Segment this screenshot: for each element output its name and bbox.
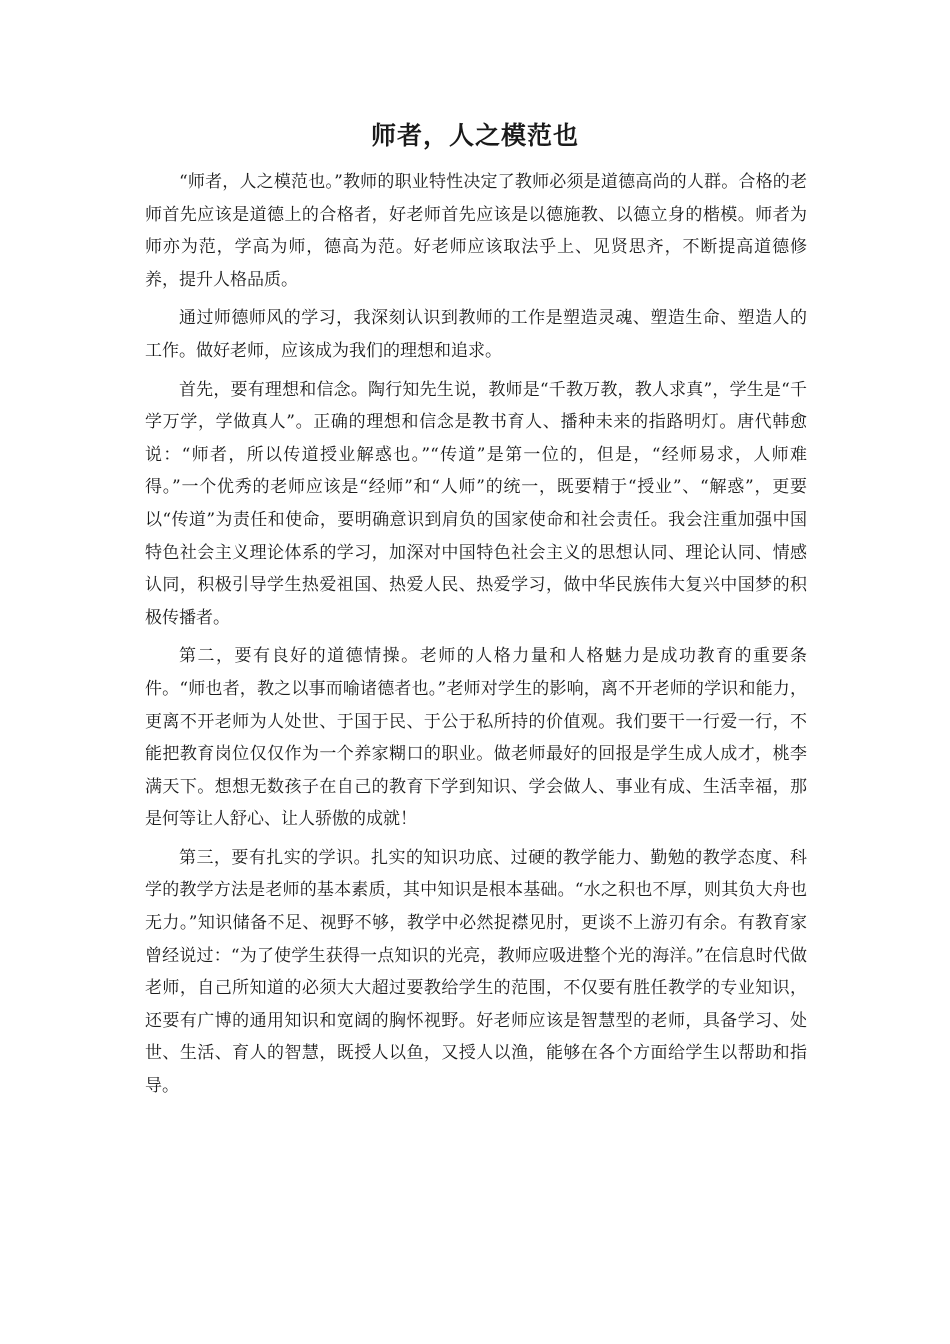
paragraph-3: 首先，要有理想和信念。陶行知先生说，教师是“千教万教，教人求真”，学生是“千学万学，学做真人”。正确的理想和信念是教书育人、播种未来的指路明灯。唐代韩愈说：“师者，所以传道授业解惑也。”“传道”是第一位的，但是，“经师易求，人师难得。”一个优秀的老师应该是“经师”和“人师”的统一，既要精于“授业”、“解惑”，更要以“传道”为责任和使命，要明确意识到肩负的国家使命和社会责任。我会注重加强中国特色社会主义理论体系的学习，加深对中国特色社会主义的思想认同、理论认同、情感认同，积极引导学生热爱祖国、热爱人民、热爱学习，做中华民族伟大复兴中国梦的积极传播者。 [145, 379, 807, 628]
paragraph-2: 通过师德师风的学习，我深刻认识到教师的工作是塑造灵魂、塑造生命、塑造人的工作。做好老师，应该成为我们的理想和追求。 [145, 308, 807, 361]
document-body [145, 166, 807, 1109]
paragraph-4: 第二，要有良好的道德情操。老师的人格力量和人格魅力是成功教育的重要条件。“师也者，教之以事而喻诸德者也。”老师对学生的影响，离不开老师的学识和能力，更离不开老师为人处世、于国于民、于公于私所持的价值观。我们要干一行爱一行，不能把教育岗位仅仅作为一个养家糊口的职业。做老师最好的回报是学生成人成才，桃李满天下。想想无数孩子在自己的教育下学到知识、学会做人、事业有成、生活幸福，那是何等让人舒心、让人骄傲的成就！ [145, 646, 807, 830]
paragraph-1: “师者，人之模范也。”教师的职业特性决定了教师必须是道德高尚的人群。合格的老师首先应该是道德上的合格者，好老师首先应该是以德施教、以德立身的楷模。师者为师亦为范，学高为师，德高为范。好老师应该取法乎上、见贤思齐，不断提高道德修养，提升人格品质。 [145, 172, 807, 290]
paragraph-5: 第三，要有扎实的学识。扎实的知识功底、过硬的教学能力、勤勉的教学态度、科学的教学方法是老师的基本素质，其中知识是根本基础。“水之积也不厚，则其负大舟也无力。”知识储备不足、视野不够，教学中必然捉襟见肘，更谈不上游刃有余。有教育家曾经说过：“为了使学生获得一点知识的光亮，教师应吸进整个光的海洋。”在信息时代做老师，自己所知道的必须大大超过要教给学生的范围，不仅要有胜任教学的专业知识，还要有广博的通用知识和宽阔的胸怀视野。好老师应该是智慧型的老师，具备学习、处世、生活、育人的智慧，既授人以鱼，又授人以渔，能够在各个方面给学生以帮助和指导。 [145, 847, 807, 1097]
document-title: 师者，人之模范也 [370, 121, 579, 150]
